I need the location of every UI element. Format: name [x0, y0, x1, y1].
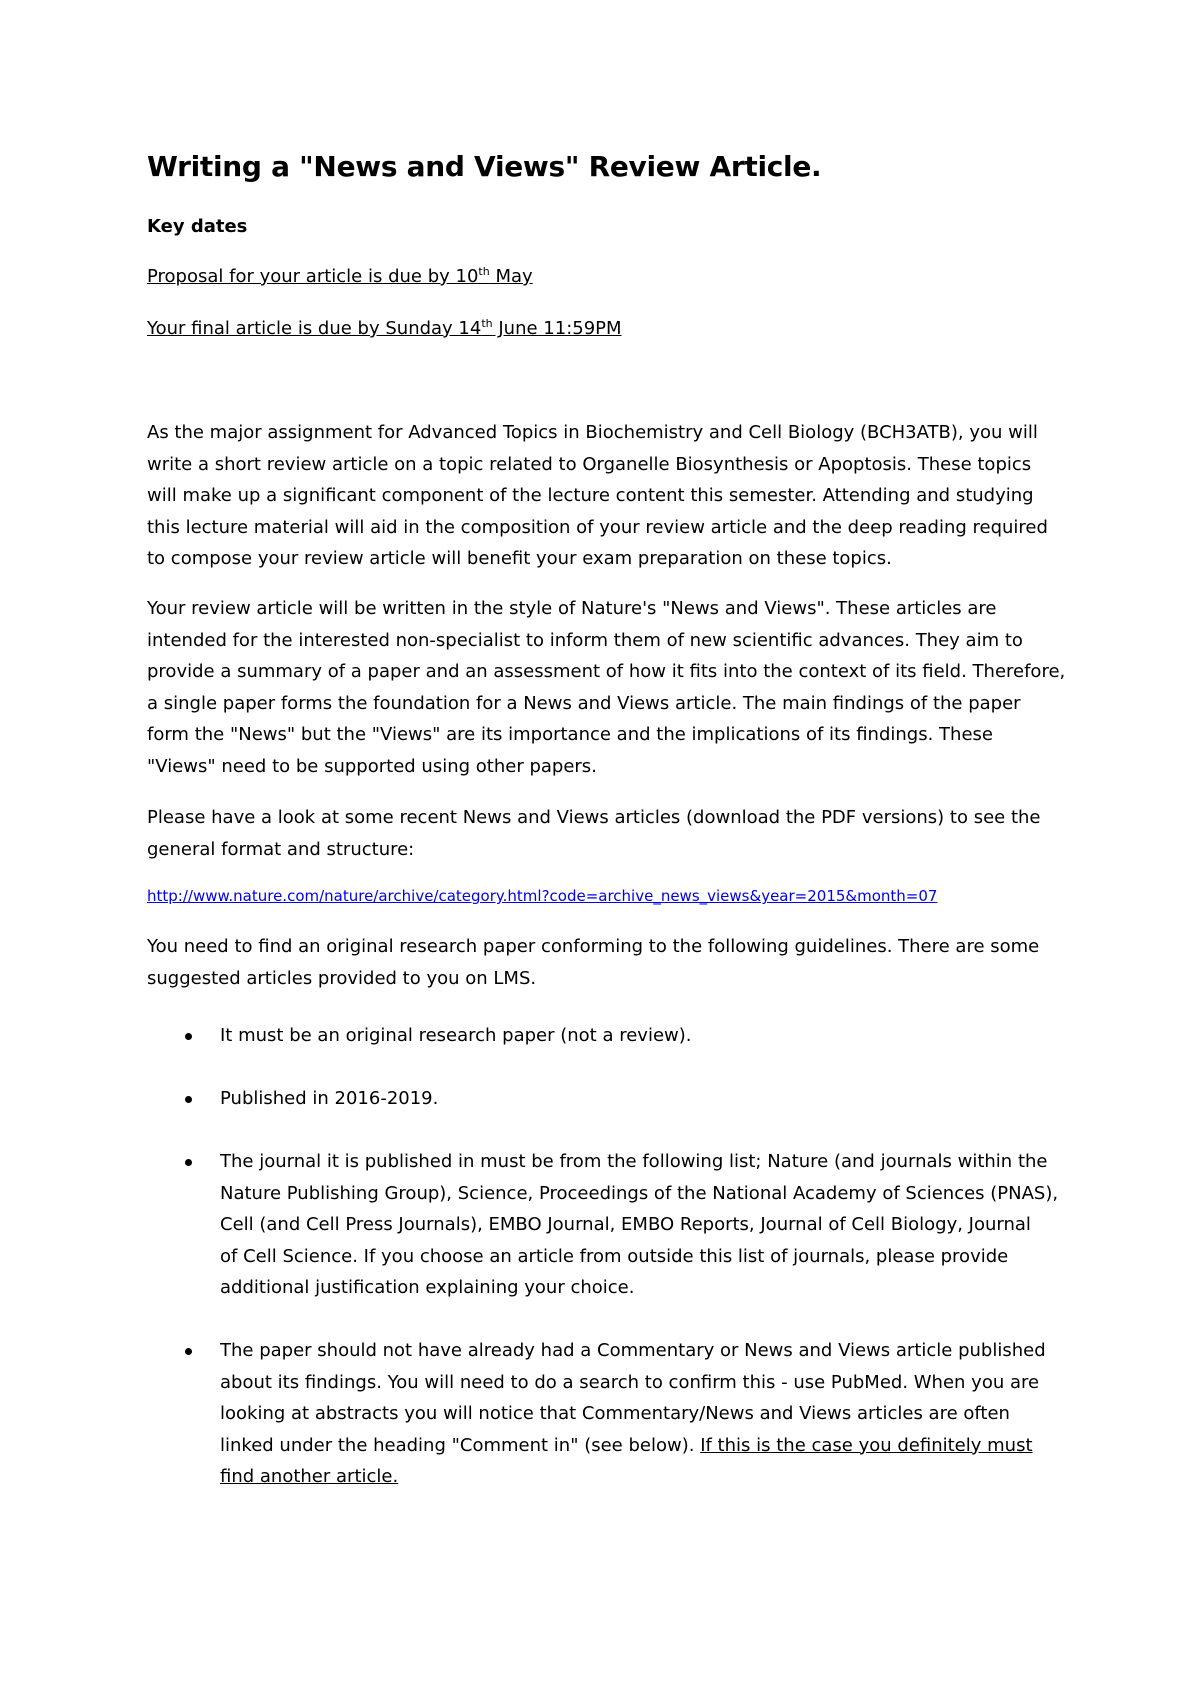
bullet-icon [185, 1033, 192, 1040]
paragraph-line: form the "News" but the "Views" are its importance and the implications of its findings. These [147, 724, 993, 745]
bullet-icon [185, 1096, 192, 1103]
paragraph-line: As the major assignment for Advanced Topics in Biochemistry and Cell Biology (BCH3ATB), you will [147, 422, 1038, 443]
guideline-bullet [185, 1083, 1085, 1115]
paragraph-line: provide a summary of a paper and an assessment of how it fits into the context of its field. Therefore, [147, 661, 1066, 682]
guideline-bullet [185, 1020, 1085, 1052]
paragraph-line: intended for the interested non-specialist to inform them of new scientific advances. They aim to [147, 629, 1023, 651]
intro-paragraph [147, 417, 1077, 575]
guideline-bullet [185, 1335, 1085, 1495]
bullet-icon [185, 1348, 192, 1355]
find-paragraph [147, 931, 1077, 994]
look-paragraph [147, 802, 1077, 865]
paragraph-line: a single paper forms the foundation for a News and Views article. The main findings of the paper [147, 692, 1021, 714]
bullet-line: Nature Publishing Group), Science, Proceedings of the National Academy of Sciences (PNAS), [220, 1182, 1059, 1204]
paragraph-line: write a short review article on a topic related to Organelle Biosynthesis or Apoptosis. These topics [147, 453, 1032, 475]
bullet-line: linked under the heading "Comment in" (see below). If this is the case you definitely must [220, 1434, 1033, 1456]
bullet-line: It must be an original research paper (not a review). [220, 1025, 692, 1046]
bullet-line: The journal it is published in must be from the following list; Nature (and journals within the [220, 1151, 1048, 1172]
bullet-line: of Cell Science. If you choose an article from outside this list of journals, please provide [220, 1245, 1009, 1267]
guideline-bullet [185, 1146, 1085, 1306]
paragraph-line: general format and structure: [147, 838, 415, 860]
bullet-line: Cell (and Cell Press Journals), EMBO Journal, EMBO Reports, Journal of Cell Biology, Journal [220, 1214, 1031, 1235]
paragraph-line: this lecture material will aid in the composition of your review article and the deep reading required [147, 516, 1048, 538]
paragraph-line: "Views" need to be supported using other papers. [147, 755, 597, 777]
bullet-line: looking at abstracts you will notice that Commentary/News and Views articles are often [220, 1403, 1010, 1424]
document-title: Writing a "News and Views" Review Article. [147, 150, 822, 183]
paragraph-line: Your review article will be written in the style of Nature's "News and Views". These articles are [147, 598, 997, 619]
style-paragraph [147, 593, 1077, 782]
bullet-line: additional justification explaining your choice. [220, 1277, 635, 1298]
paragraph-line: will make up a significant component of the lecture content this semester. Attending and studying [147, 485, 1034, 506]
bullet-icon [185, 1159, 192, 1166]
bullet-line: The paper should not have already had a Commentary or News and Views article published [220, 1340, 1046, 1361]
bullet-line: Published in 2016-2019. [220, 1088, 439, 1109]
final-due-date: Your final article is due by Sunday 14th June 11:59PM [147, 317, 622, 339]
paragraph-line: to compose your review article will benefit your exam preparation on these topics. [147, 548, 892, 569]
key-dates-heading: Key dates [147, 216, 248, 237]
proposal-due-date: Proposal for your article is due by 10th May [147, 265, 533, 287]
paragraph-line: You need to find an original research paper conforming to the following guidelines. There are some [147, 936, 1040, 957]
paragraph-line: Please have a look at some recent News and Views articles (download the PDF versions) to see the [147, 807, 1041, 828]
warning-underlined-text: find another article. [220, 1466, 399, 1487]
news-views-archive-link[interactable]: http://www.nature.com/nature/archive/category.html?code=archive_news_views&year=2015&month=07 [147, 887, 938, 905]
warning-underlined-text: If this is the case you definitely must [700, 1434, 1033, 1456]
bullet-line: about its findings. You will need to do a search to confirm this - use PubMed. When you are [220, 1371, 1040, 1393]
paragraph-line: suggested articles provided to you on LMS. [147, 967, 537, 989]
